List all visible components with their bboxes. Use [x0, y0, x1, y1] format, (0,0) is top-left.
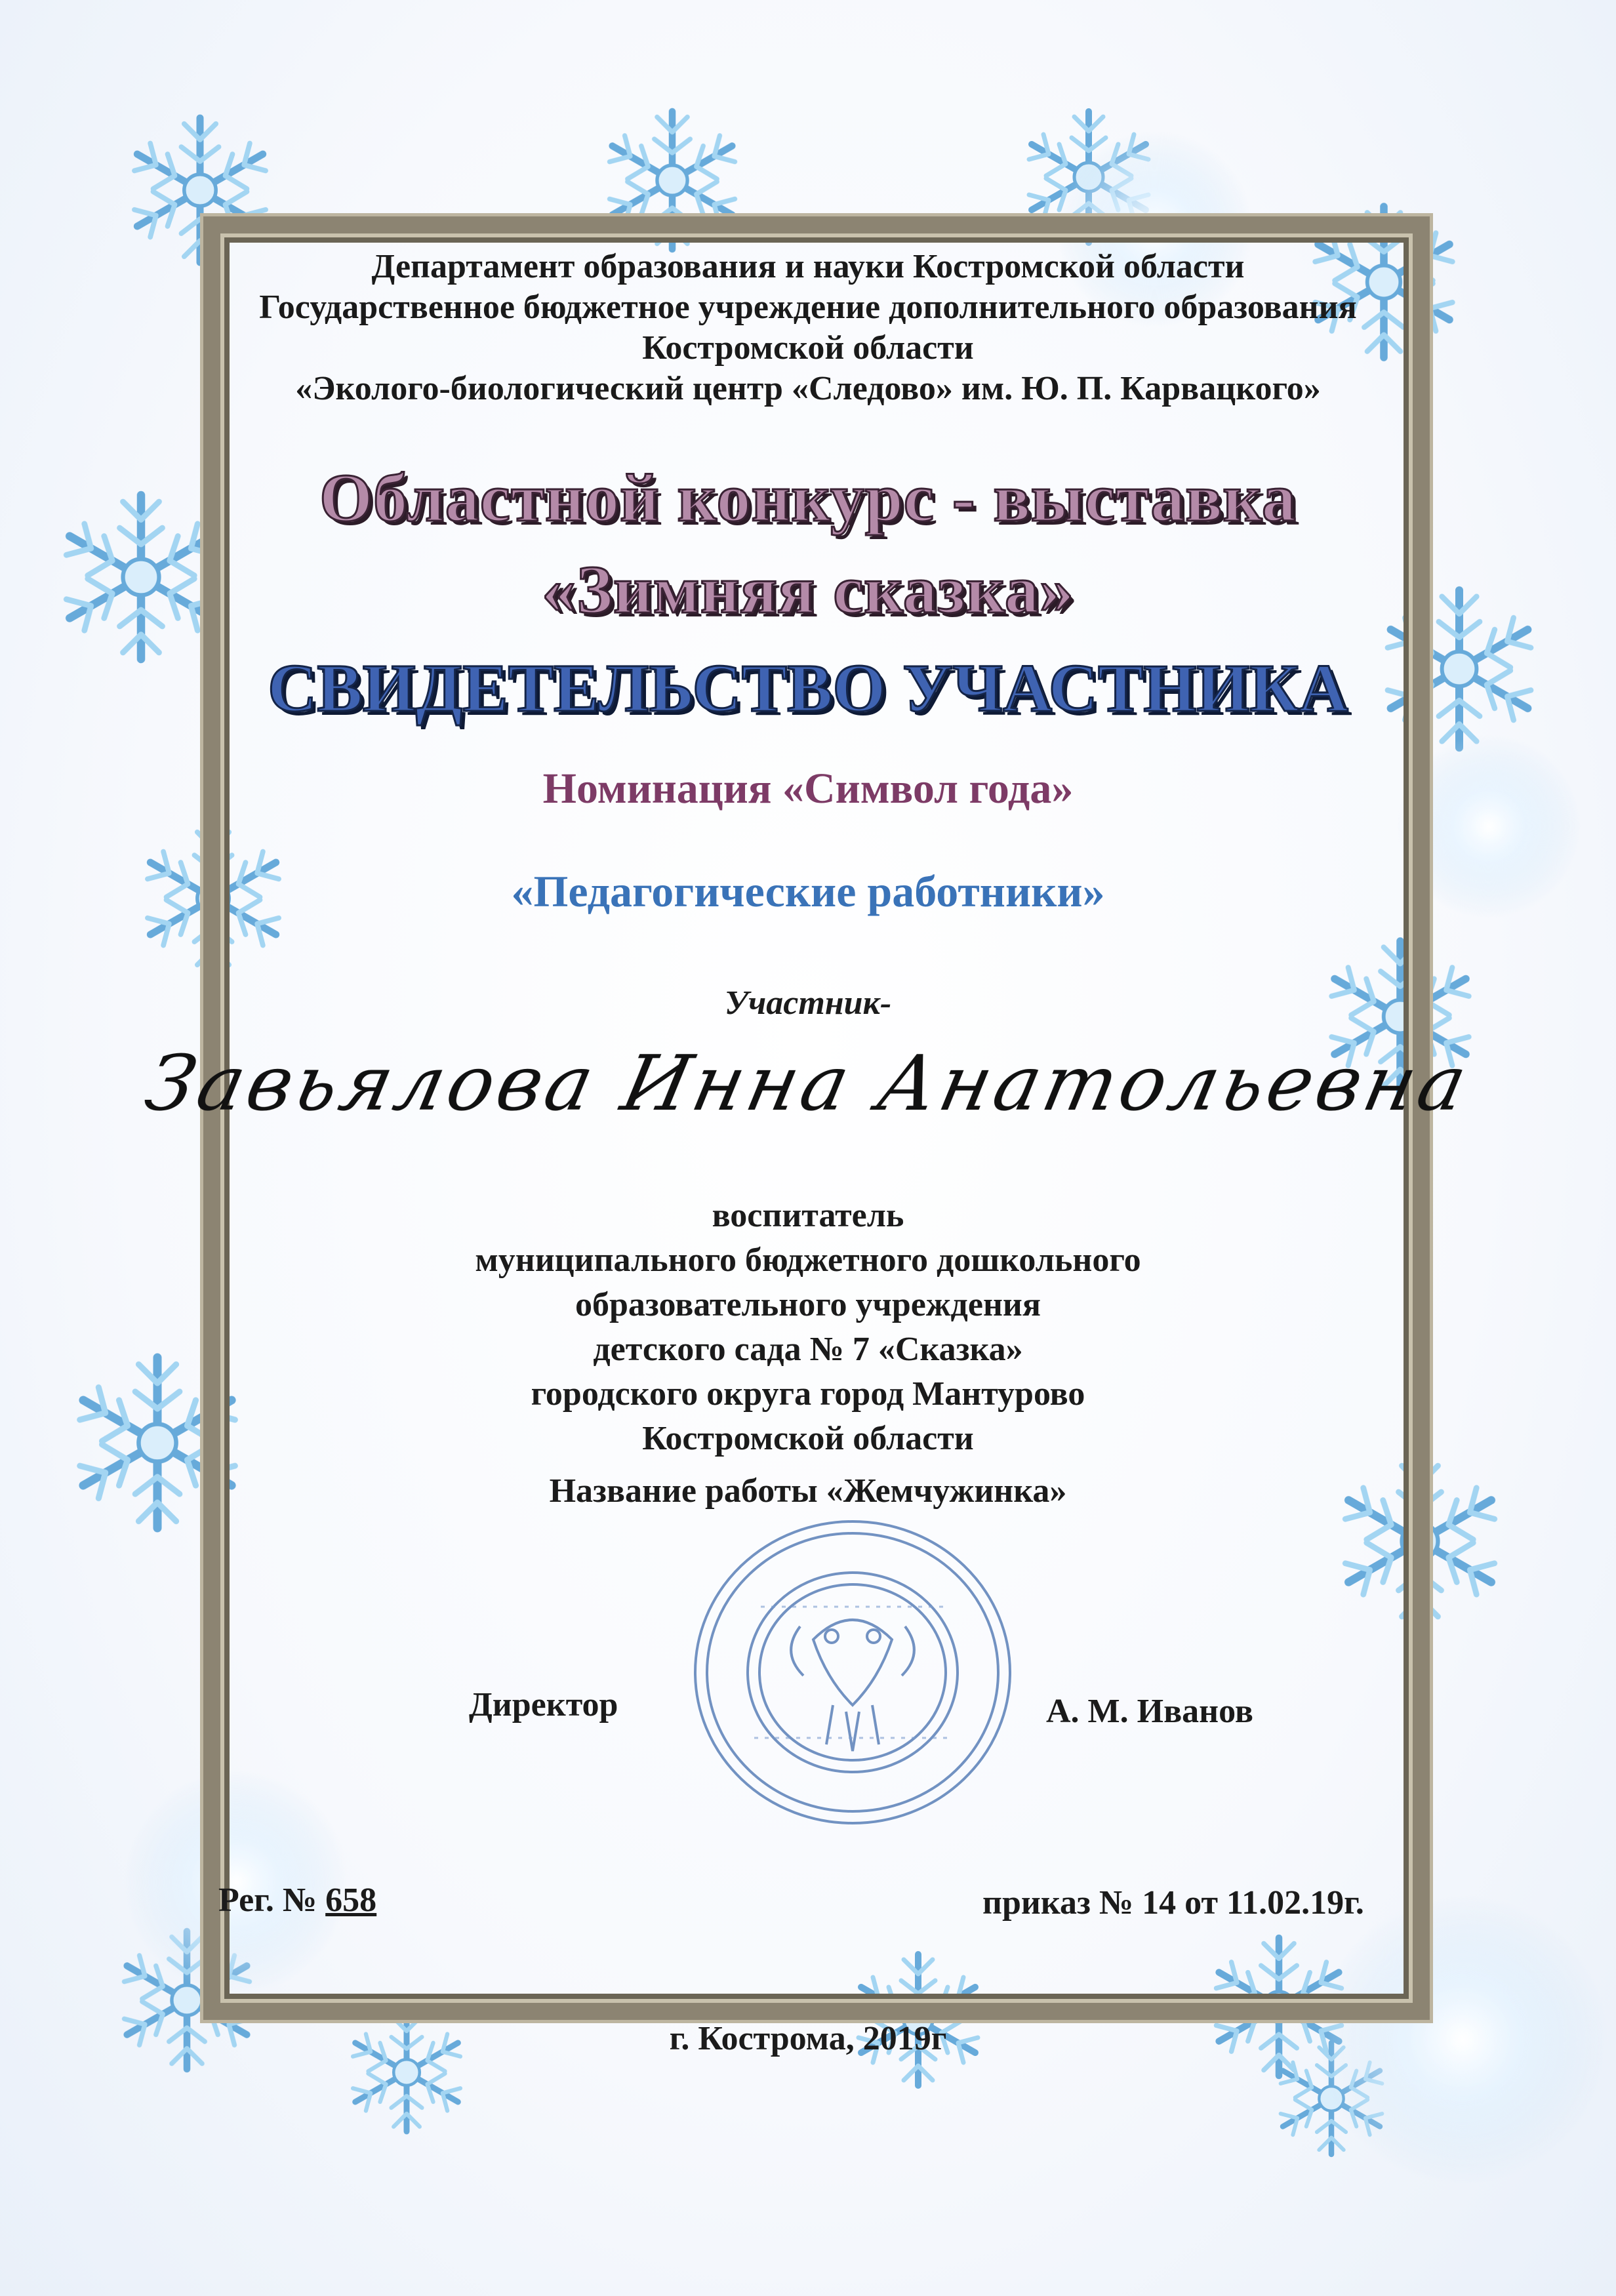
category: «Педагогические работники» — [511, 866, 1105, 916]
order-reference: приказ № 14 от 11.02.19г. — [982, 1884, 1364, 1922]
position-line: городского округа город Мантурово — [531, 1375, 1085, 1413]
header-center-name: «Эколого-биологический центр «Следово» им. Ю. П. Карвацкого» — [295, 370, 1321, 407]
work-title: Название работы «Жемчужинка» — [549, 1472, 1067, 1510]
registration-prefix: Рег. № — [218, 1882, 326, 1919]
position-line: Костромской области — [642, 1420, 974, 1457]
position-line: воспитатель — [712, 1197, 904, 1234]
position-line: муниципального бюджетного дошкольного — [475, 1241, 1141, 1279]
header-institution: Государственное бюджетное учреждение дополнительного образования — [259, 289, 1357, 326]
registration — [218, 1881, 376, 1920]
certificate-label: СВИДЕТЕЛЬСТВО УЧАСТНИКА — [268, 651, 1348, 726]
signature-name: А. М. Иванов — [1046, 1693, 1253, 1730]
registration-number: 658 — [325, 1882, 377, 1919]
header-region: Костромской области — [642, 329, 974, 367]
contest-title: Областной конкурс - выставка — [319, 460, 1297, 536]
position-line: образовательного учреждения — [575, 1286, 1041, 1323]
contest-subtitle: «Зимняя сказка» — [542, 552, 1074, 628]
position-line: детского сада № 7 «Сказка» — [593, 1331, 1023, 1368]
place-date: г. Кострома, 2019г — [669, 2020, 947, 2057]
signature-role: Директор — [469, 1686, 618, 1723]
participant-label: Участник- — [724, 984, 892, 1022]
participant-name: Завьялова Инна Анатольевна — [138, 1039, 1478, 1128]
header-department: Департамент образования и науки Костромской области — [371, 248, 1245, 285]
official-stamp — [682, 1508, 1023, 1836]
nomination: Номинация «Символ года» — [542, 765, 1074, 813]
